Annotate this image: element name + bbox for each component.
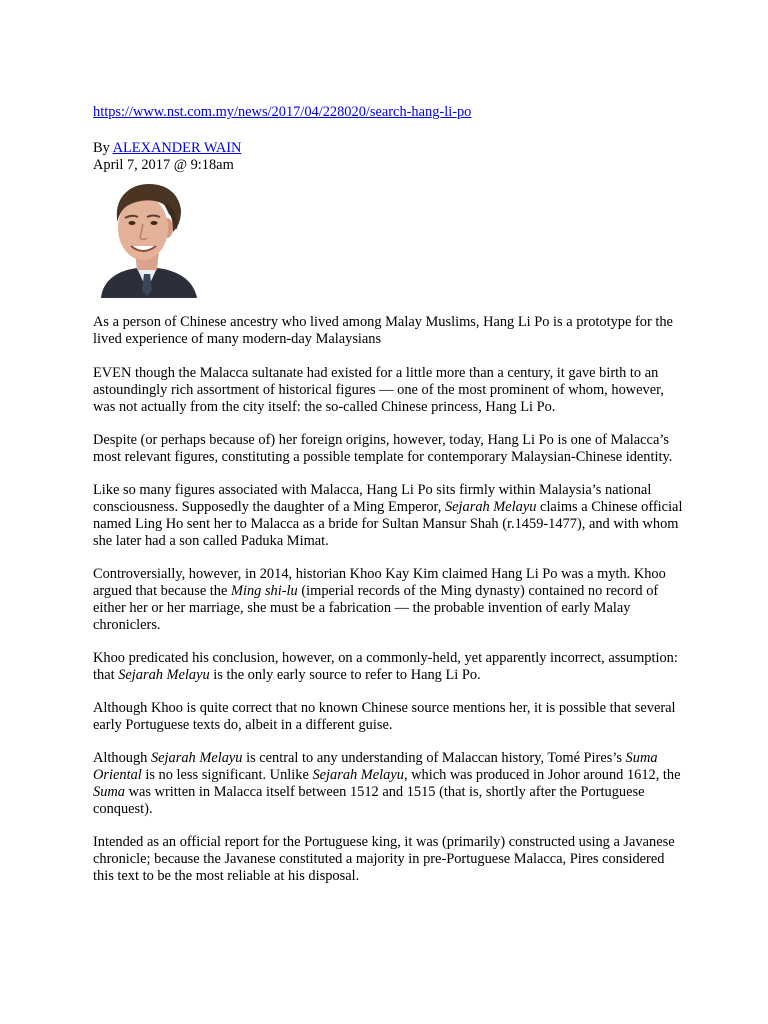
byline (93, 140, 683, 157)
paragraph-7-title-1: Sejarah Melayu (150, 750, 243, 766)
publish-date: April 7, 2017 @ 9:18am (93, 157, 234, 173)
paragraph-4-title: Ming shi-lu (230, 583, 298, 599)
paragraph-7-title-3: Sejarah Melayu (312, 767, 404, 783)
paragraph-7-text-c: is no less significant. Unlike (141, 767, 313, 783)
paragraph-7-text-e: was written in Malacca itself between 1512 and 1515 (that is, shortly after the Portuguese conquest). (93, 784, 645, 817)
paragraph-3-title: Sejarah Melayu (444, 499, 537, 515)
paragraph-7-text-d: , which was produced in Johor around 1612, the (403, 767, 681, 783)
paragraph-7-text-a: Although (93, 750, 151, 766)
paragraph-4-text-a: Controversially, however, in 2014, historian Khoo Kay Kim claimed Hang Li Po was a myth. Khoo argued that because the (93, 566, 666, 599)
author-portrait (93, 178, 201, 298)
paragraph-6: Although Khoo is quite correct that no known Chinese source mentions her, it is possible that several early Portuguese texts do, albeit in a different guise. (93, 700, 676, 733)
paragraph-2: Despite (or perhaps because of) her foreign origins, however, today, Hang Li Po is one of Malacca’s most relevant figures, constituting a possible template for contemporary Malaysian-Chinese identity. (93, 432, 673, 465)
paragraph-4-text-b: (imperial records of the Ming dynasty) contained no record of either her or her marriage, she must be a fabrication — the probable invention of early Malay chroniclers. (93, 583, 659, 633)
byline-prefix: By (93, 140, 113, 156)
paragraph-1: EVEN though the Malacca sultanate had existed for a little more than a century, it gave birth to an astoundingly rich assortment of historical figures — one of the most prominent of whom, however, was not actually from the city itself: the so-called Chinese princess, Hang Li Po. (93, 365, 664, 415)
paragraph-5-text-b: is the only early source to refer to Hang Li Po. (209, 667, 481, 683)
paragraph-7-title-2: Suma Oriental (93, 750, 658, 783)
paragraph-5 (93, 650, 683, 684)
paragraph-3 (93, 482, 683, 550)
article-lede: As a person of Chinese ancestry who lived among Malay Muslims, Hang Li Po is a prototype for the lived experience of many modern-day Malaysians (93, 314, 673, 347)
paragraph-5-title: Sejarah Melayu (118, 667, 210, 683)
paragraph-3-text-a: Like so many figures associated with Malacca, Hang Li Po sits firmly within Malaysia’s national consciousness. Supposedly the daughter of a Ming Emperor, (93, 482, 652, 515)
paragraph-7 (93, 750, 683, 818)
paragraph-5-text-a: Khoo predicated his conclusion, however, on a commonly-held, yet apparently incorrect, assumption: that (93, 650, 678, 683)
source-url-link[interactable]: https://www.nst.com.my/news/2017/04/228020/search-hang-li-po (93, 104, 472, 120)
paragraph-3-text-b: claims a Chinese official named Ling Ho sent her to Malacca as a bride for Sultan Mansur Shah (r.1459-1477), and with whom she later had a son called Paduka Mimat. (93, 499, 683, 549)
article (93, 104, 683, 901)
paragraph-7-text-b: is central to any understanding of Malaccan history, Tomé Pires’s (242, 750, 626, 766)
paragraph-7-title-4: Suma (93, 784, 125, 800)
paragraph-8: Intended as an official report for the Portuguese king, it was (primarily) constructed using a Javanese chronicle; because the Javanese constituted a majority in pre-Portuguese Malacca, Pires considered this text to be the most reliable at his disposal. (93, 834, 675, 884)
author-link[interactable]: ALEXANDER WAIN (112, 140, 242, 156)
paragraph-4 (93, 566, 683, 634)
